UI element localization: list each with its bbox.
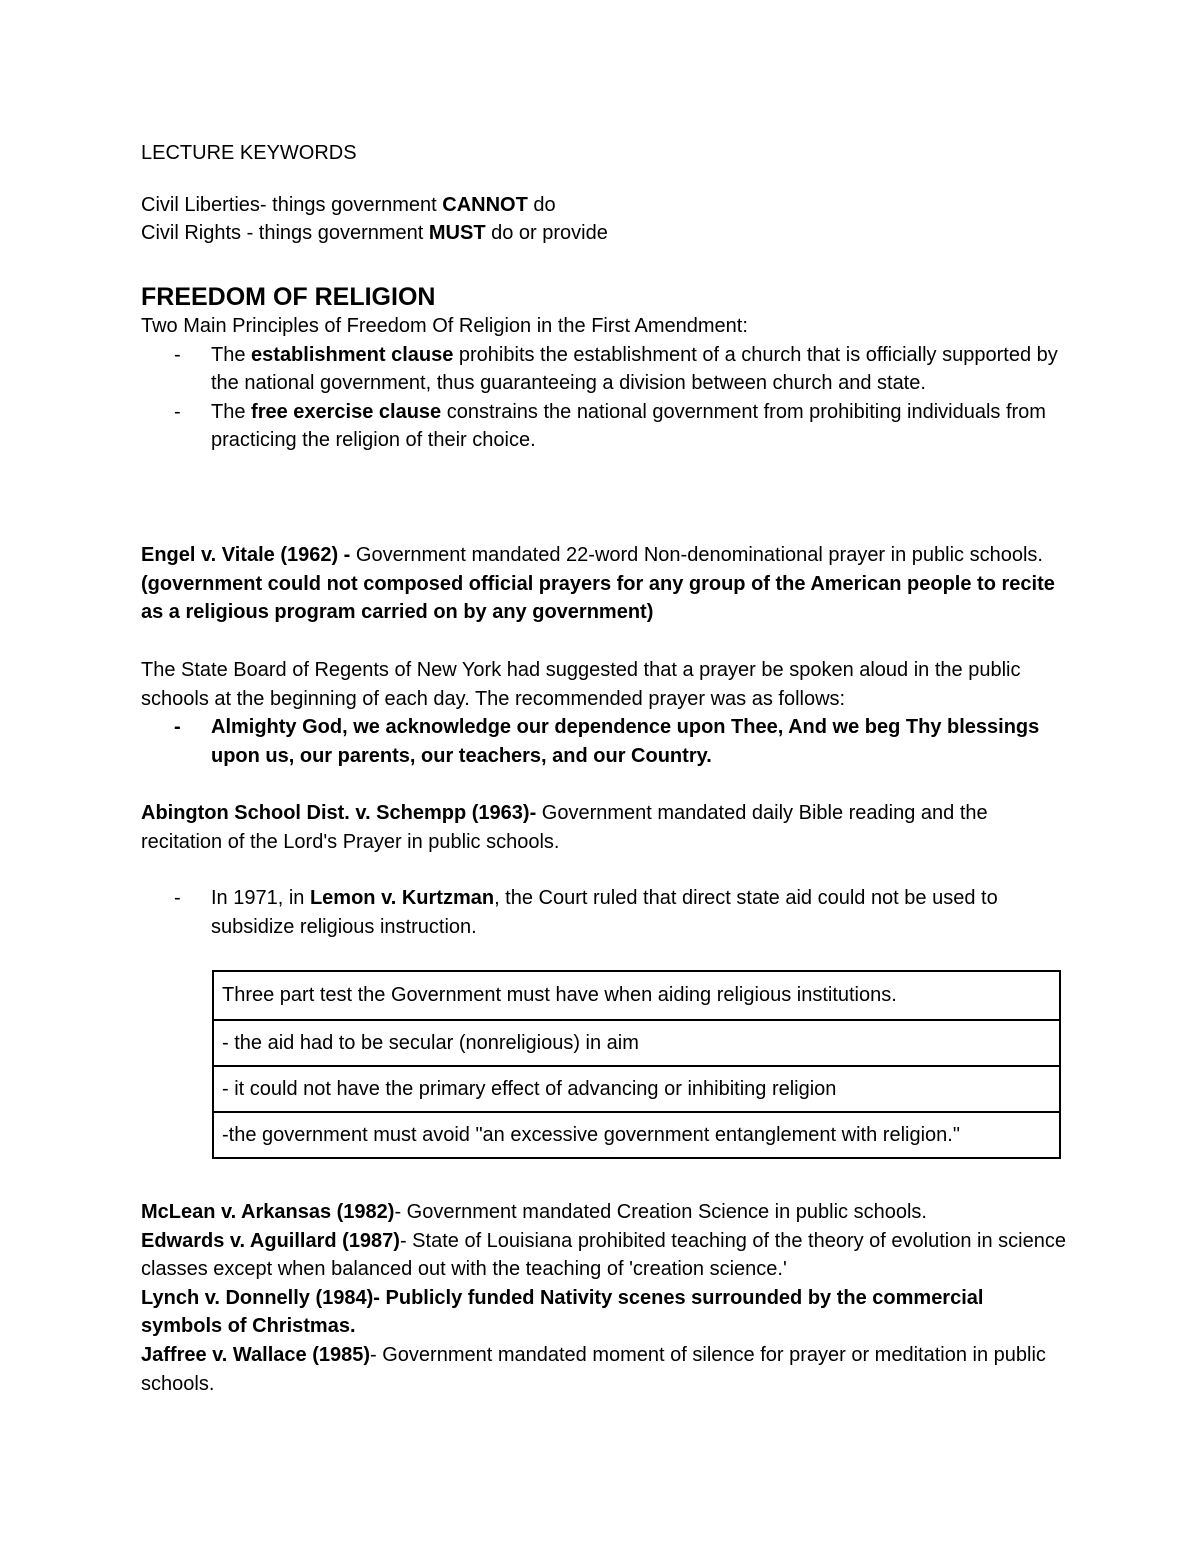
- prayer-list: [141, 713, 1066, 770]
- other-cases: [141, 1198, 1066, 1398]
- table-row: -the government must avoid "an excessive government entanglement with religion.": [213, 1112, 1060, 1158]
- civil-rights-line: Civil Rights - things government MUST do or provide: [141, 222, 608, 245]
- engel-case: Engel v. Vitale (1962) - Government mandated 22-word Non-denominational prayer in public schools. (government could not composed official prayers for any group of the American people to recite as a religious program carried on by any government): [141, 544, 1055, 624]
- table-row: - the aid had to be secular (nonreligious) in aim: [213, 1020, 1060, 1066]
- regents-paragraph: The State Board of Regents of New York had suggested that a prayer be spoken aloud in the public schools at the beginning of each day. The recommended prayer was as follows: - Almighty God, we acknowledge our dependence upon Thee, And we beg Thy blessings upon us, our parents, our teachers, and our Country.: [141, 656, 1066, 770]
- three-part-test-table: [212, 970, 1061, 1159]
- principles-list: [141, 341, 1066, 455]
- mclean-case: McLean v. Arkansas (1982)- Government mandated Creation Science in public schools.: [141, 1201, 927, 1223]
- edwards-case: Edwards v. Aguillard (1987)- State of Louisiana prohibited teaching of the theory of evolution in science classes except when balanced out with the teaching of 'creation science.': [141, 1229, 1066, 1281]
- principles-intro: Two Main Principles of Freedom Of Religion in the First Amendment:: [141, 315, 748, 337]
- list-item: - In 1971, in Lemon v. Kurtzman, the Court ruled that direct state aid could not be used to subsidize religious instruction.: [174, 887, 998, 938]
- religion-section: [141, 282, 1066, 455]
- keywords-heading: LECTURE KEYWORDS: [141, 142, 357, 164]
- case-name: Abington School Dist. v. Schempp (1963)-: [141, 802, 537, 824]
- case-name: Lemon v. Kurtzman: [309, 887, 495, 909]
- lemon-case: [141, 884, 1066, 941]
- table-row: - it could not have the primary effect of advancing or inhibiting religion: [213, 1066, 1060, 1112]
- list-item: - The establishment clause prohibits the establishment of a church that is officially supported by the national government, thus guaranteeing a division between church and state.: [174, 343, 1058, 395]
- case-name: Engel v. Vitale (1962) -: [141, 544, 351, 566]
- civil-liberties-line: Civil Liberties- things government CANNOT do: [141, 193, 556, 216]
- keywords-section: [141, 139, 1066, 248]
- jaffree-case: Jaffree v. Wallace (1985)- Government mandated moment of silence for prayer or meditation in public schools.: [141, 1343, 1046, 1395]
- lynch-case: Lynch v. Donnelly (1984)- Publicly funded Nativity scenes surrounded by the commercial symbols of Christmas.: [141, 1286, 984, 1338]
- list-item: - The free exercise clause constrains the national government from prohibiting individuals from practicing the religion of their choice.: [174, 400, 1046, 452]
- abington-case: Abington School Dist. v. Schempp (1963)- Government mandated daily Bible reading and the recitation of the Lord's Prayer in public schools.: [141, 802, 988, 853]
- case-holding: (government could not composed official prayers for any group of the American people to recite as a religious program carried on by any government): [141, 572, 1055, 624]
- list-item: - Almighty God, we acknowledge our dependence upon Thee, And we beg Thy blessings upon us, our parents, our teachers, and our Country.: [174, 716, 1040, 767]
- table-row: Three part test the Government must have when aiding religious institutions.: [213, 971, 1060, 1020]
- section-heading: FREEDOM OF RELIGION: [141, 283, 436, 311]
